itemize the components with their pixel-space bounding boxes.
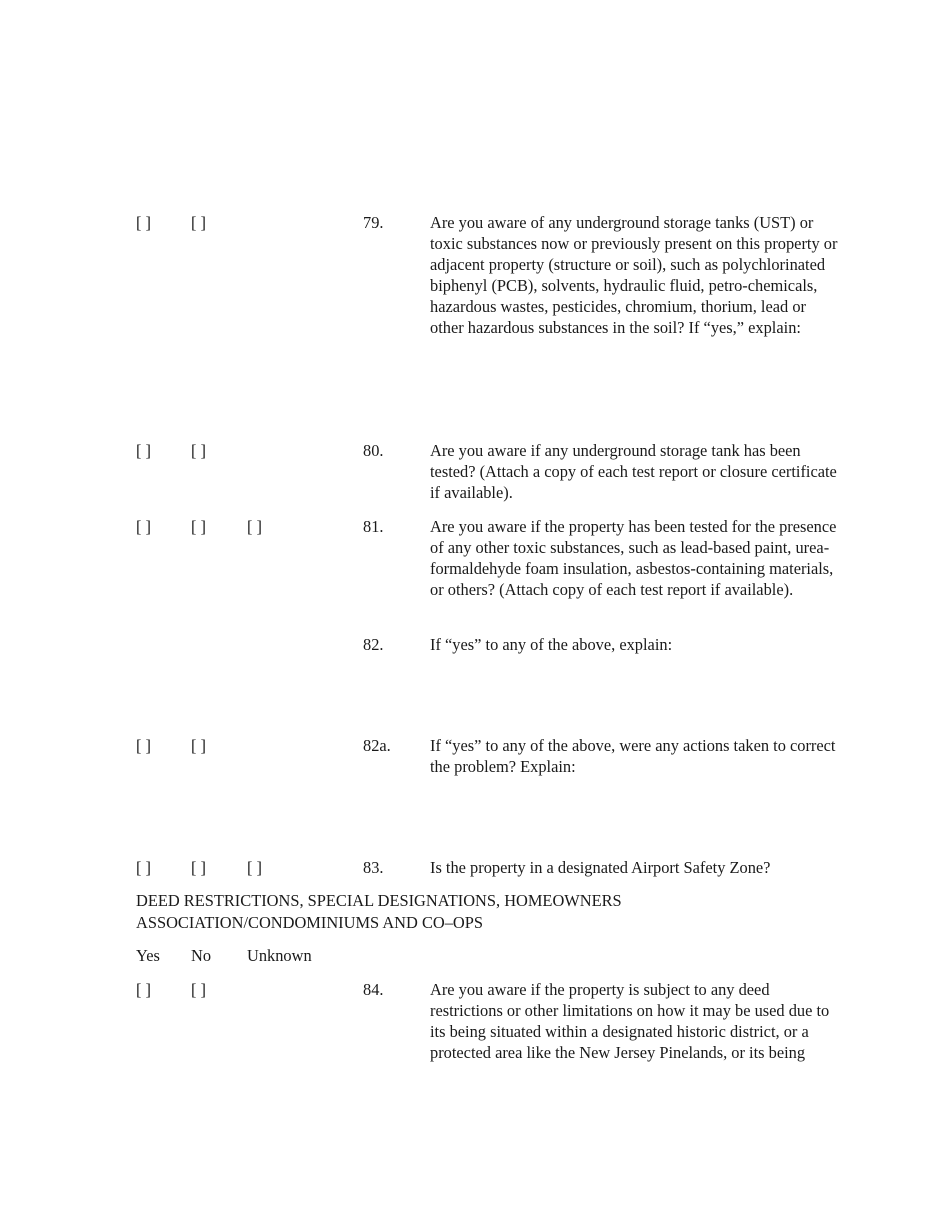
question-number: 81. [363, 517, 384, 536]
unknown-checkbox[interactable]: [ ] [247, 858, 263, 877]
column-header-unknown: Unknown [247, 946, 312, 965]
question-text: Are you aware if any underground storage tank has been tested? (Attach a copy of each test report or closure certificate if available). [430, 441, 837, 502]
question-text: Are you aware if the property has been tested for the presence of any other toxic substances, such as lead-based paint, urea-formaldehyde foam insulation, asbestos-containing materials, or others? (Attach copy of each test report if available). [430, 517, 837, 599]
yes-checkbox[interactable]: [ ] [136, 441, 152, 460]
no-checkbox[interactable]: [ ] [191, 736, 207, 755]
no-checkbox[interactable]: [ ] [191, 441, 207, 460]
question-number: 80. [363, 441, 384, 460]
column-header-yes: Yes [136, 946, 160, 965]
question-number: 82a. [363, 736, 391, 755]
yes-checkbox[interactable]: [ ] [136, 213, 152, 232]
yes-checkbox[interactable]: [ ] [136, 980, 152, 999]
question-text: Are you aware if the property is subject to any deed restrictions or other limitations on how it may be used due to its being situated within a designated historic district, or a protected area like the New Jersey Pinelands, or its being [430, 980, 830, 1062]
question-number: 82. [363, 635, 384, 654]
question-text: Is the property in a designated Airport Safety Zone? [430, 858, 771, 877]
yes-checkbox[interactable]: [ ] [136, 858, 152, 877]
question-text: If “yes” to any of the above, were any actions taken to correct the problem? Explain: [430, 736, 836, 776]
no-checkbox[interactable]: [ ] [191, 517, 207, 536]
unknown-checkbox[interactable]: [ ] [247, 517, 263, 536]
column-header-no: No [191, 946, 212, 965]
question-text: Are you aware of any underground storage tanks (UST) or toxic substances now or previously present on this property or adjacent property (structure or soil), such as polychlorinated biphenyl (PCB), solvents, hydraulic fluid, petro-chemicals, hazardous wastes, pesticides, chromium, thorium, lead or other hazardous substances in the soil? If “yes,” explain: [430, 213, 838, 337]
no-checkbox[interactable]: [ ] [191, 213, 207, 232]
yes-checkbox[interactable]: [ ] [136, 517, 152, 536]
section-heading-line-1: DEED RESTRICTIONS, SPECIAL DESIGNATIONS, HOMEOWNERS [136, 891, 622, 910]
question-text: If “yes” to any of the above, explain: [430, 635, 673, 654]
question-number: 84. [363, 980, 384, 999]
no-checkbox[interactable]: [ ] [191, 858, 207, 877]
question-number: 79. [363, 213, 384, 232]
yes-checkbox[interactable]: [ ] [136, 736, 152, 755]
section-heading-line-2: ASSOCIATION/CONDOMINIUMS AND CO–OPS [136, 913, 483, 932]
question-number: 83. [363, 858, 384, 877]
no-checkbox[interactable]: [ ] [191, 980, 207, 999]
